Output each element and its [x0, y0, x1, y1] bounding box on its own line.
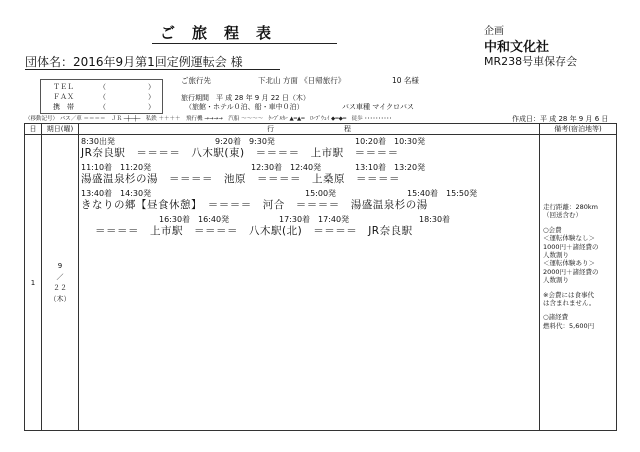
table-row [25, 135, 617, 431]
company-label: 企画 [484, 26, 504, 37]
table-header-row [25, 124, 617, 135]
trip-period: 旅行期間 平 成 28 年 9 月 22 日（木） [181, 94, 310, 102]
row4-time-2: 17:30着 17:40発 [279, 215, 350, 224]
day-number: 1 [25, 135, 42, 431]
transport-legend: （移動記号） バス／車 ＝＝＝＝ ＪＲ ─┼─┼─ 私鉄 ＋＋＋＋ 飛行機 →→→→ 汽船 ～～～～ ｹｰﾌﾞﾙｶｰ ▲━▲━ ﾛｰﾌﾟｳｪｲ ◆━◆━ 徒歩 ･･････････ [25, 116, 392, 122]
destination-label: ご旅行先 [181, 76, 211, 85]
people-count: 10 名様 [392, 76, 419, 85]
row3-route: きなりの郷【昼食休憩】 ＝＝＝＝ 河合 ＝＝＝＝ 湯盛温泉杉の湯 [81, 199, 428, 211]
group-name: 団体名：2016年9月第1回定例運転会 様 [25, 55, 243, 69]
note-line: ※会費には食事代 [543, 290, 594, 299]
destination-value: 下北山 方面 《日帰旅行》 [258, 76, 346, 85]
date-weekday: （木） [49, 294, 71, 303]
note-line: 2000円＋諸経費の [543, 267, 599, 276]
created-date: 作成日：平 成 28 年 9 月 6 日 [512, 115, 609, 123]
row4-route: ＝＝＝＝ 上市駅 ＝＝＝＝ 八木駅(北) ＝＝＝＝ JR奈良駅 [95, 225, 413, 237]
row1-time-2: 9:20着 9:30発 [215, 137, 275, 146]
row3-time-2: 15:00発 [305, 189, 337, 198]
contact-box [40, 79, 163, 114]
fax-open: （ [99, 93, 106, 101]
tel-label: ＴＥＬ [53, 83, 74, 91]
expense-value: 燃料代：5,600円 [543, 321, 595, 330]
distance-sub: （回送含む） [543, 211, 582, 220]
header-itinerary: 行 程 [79, 124, 540, 135]
note-line: ＜運転体験あり＞ [543, 259, 595, 268]
header-day: 日 [25, 124, 42, 135]
date-month: 9 [57, 261, 63, 270]
header-date: 期日(曜) [42, 124, 79, 135]
mobile-close: ） [148, 103, 155, 111]
row1-time-3: 10:20着 10:30発 [355, 137, 426, 146]
company-name: 中和文化社 [484, 40, 550, 55]
page-title: ご 旅 程 表 [160, 24, 273, 42]
row4-time-1: 16:30着 16:40発 [159, 215, 230, 224]
row2-route: 湯盛温泉杉の湯 ＝＝＝＝ 池原 ＝＝＝＝ 上桑原 ＝＝＝＝ [81, 173, 400, 185]
row4-time-3: 18:30着 [419, 215, 451, 224]
mobile-open: （ [99, 103, 106, 111]
date-slash: ／ [56, 272, 64, 281]
bus-type: バス車種 マイクロバス [342, 103, 414, 111]
note-line: 1000円＋諸経費の [543, 242, 599, 251]
note-line: ＜運転体験なし＞ [543, 234, 595, 243]
row3-time-3: 15:40着 15:50発 [407, 189, 478, 198]
title-underline [152, 43, 337, 44]
header-notes: 備考(宿泊地等) [540, 124, 617, 135]
distance: 走行距離：280km [543, 203, 599, 211]
row2-time-3: 13:10着 13:20発 [355, 163, 426, 172]
group-underline [25, 69, 280, 70]
note-line: 人数割り [543, 251, 569, 260]
date-day: ２２ [53, 283, 67, 292]
notes-cell [540, 135, 617, 431]
date-cell [42, 135, 79, 431]
company-sub: MR238号車保存会 [484, 55, 578, 68]
lodging-info: （旅館・ホテル０泊、船・車中０泊） [185, 103, 304, 111]
mobile-label: 携 帯 [53, 103, 74, 111]
row1-route: JR奈良駅 ＝＝＝＝ 八木駅(東) ＝＝＝＝ 上市駅 ＝＝＝＝ [81, 147, 399, 159]
itinerary-cell [79, 135, 540, 431]
tel-close: ） [148, 83, 155, 91]
fee-title: ○会費 [543, 225, 562, 234]
schedule-table [24, 123, 617, 431]
tel-open: （ [99, 83, 106, 91]
expense-title: ○諸経費 [543, 313, 569, 322]
row1-time-1: 8:30出発 [81, 137, 115, 146]
note-line: は含まれません。 [543, 299, 596, 308]
fax-close: ） [148, 93, 155, 101]
fax-label: ＦＡＸ [53, 93, 74, 101]
row2-time-1: 11:10着 11:20発 [81, 163, 152, 172]
row2-time-2: 12:30着 12:40発 [251, 163, 322, 172]
note-line: 人数割り [543, 276, 569, 285]
row3-time-1: 13:40着 14:30発 [81, 189, 152, 198]
